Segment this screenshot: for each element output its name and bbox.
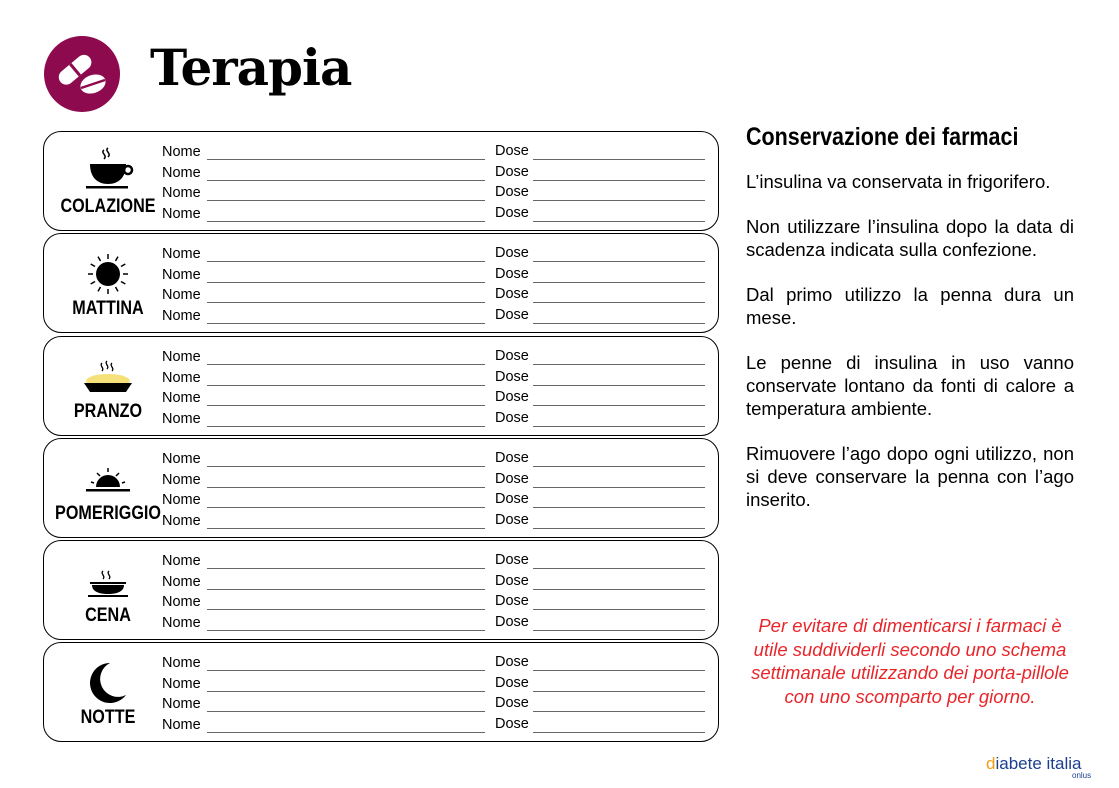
dose-label: Dose bbox=[495, 491, 529, 507]
medication-entry bbox=[162, 655, 707, 675]
dose-label: Dose bbox=[495, 143, 529, 159]
name-label: Nome bbox=[162, 553, 201, 569]
page-title: Terapia bbox=[150, 38, 352, 97]
dose-field[interactable] bbox=[533, 609, 705, 610]
name-field[interactable] bbox=[207, 302, 485, 303]
pasta-dish-icon bbox=[78, 351, 138, 397]
meal-label: CENA bbox=[85, 605, 131, 626]
name-field[interactable] bbox=[207, 466, 485, 467]
name-label: Nome bbox=[162, 716, 201, 733]
dose-label: Dose bbox=[495, 245, 529, 261]
name-field[interactable] bbox=[207, 159, 485, 160]
pills-icon bbox=[44, 36, 120, 112]
dose-field[interactable] bbox=[533, 711, 705, 712]
dose-label: Dose bbox=[495, 204, 529, 221]
meal-row-pomeriggio bbox=[43, 438, 719, 538]
dose-label: Dose bbox=[495, 265, 529, 282]
name-field[interactable] bbox=[207, 568, 485, 569]
medication-entry bbox=[162, 370, 707, 390]
dose-label: Dose bbox=[495, 593, 529, 609]
brand-logo bbox=[986, 754, 1092, 780]
sun-icon bbox=[78, 248, 138, 294]
dose-label: Dose bbox=[495, 389, 529, 405]
meal-row-colazione bbox=[43, 131, 719, 231]
name-label: Nome bbox=[162, 410, 201, 427]
dose-field[interactable] bbox=[533, 200, 705, 201]
dose-field[interactable] bbox=[533, 385, 705, 386]
meal-label: PRANZO bbox=[73, 401, 143, 422]
moon-icon bbox=[78, 657, 138, 703]
name-field[interactable] bbox=[207, 282, 485, 283]
dose-label: Dose bbox=[495, 450, 529, 466]
name-field[interactable] bbox=[207, 609, 485, 610]
brand-name: diabete italia bbox=[986, 754, 1082, 773]
medication-entry bbox=[162, 676, 707, 696]
dose-label: Dose bbox=[495, 348, 529, 364]
name-field[interactable] bbox=[207, 364, 485, 365]
pill-organizer-tip: Per evitare di dimenticarsi i farmaci è utile suddividerli secondo uno schema settimanale utilizzando dei porta-pillole con uno scomparto per giorno. bbox=[751, 615, 1069, 707]
medication-entry bbox=[162, 574, 707, 594]
storage-paragraph: Dal primo utilizzo la penna dura un mese. bbox=[746, 284, 1074, 328]
medication-entry bbox=[162, 206, 707, 226]
dose-field[interactable] bbox=[533, 466, 705, 467]
name-label: Nome bbox=[162, 696, 201, 712]
name-label: Nome bbox=[162, 164, 201, 181]
dose-label: Dose bbox=[495, 409, 529, 426]
meal-row-cena bbox=[43, 540, 719, 640]
name-label: Nome bbox=[162, 471, 201, 488]
dose-field[interactable] bbox=[533, 691, 705, 692]
dose-field[interactable] bbox=[533, 302, 705, 303]
dose-field[interactable] bbox=[533, 364, 705, 365]
name-label: Nome bbox=[162, 675, 201, 692]
dose-label: Dose bbox=[495, 511, 529, 528]
medication-entry bbox=[162, 246, 707, 266]
name-field[interactable] bbox=[207, 426, 485, 427]
name-label: Nome bbox=[162, 205, 201, 222]
medication-entry bbox=[162, 472, 707, 492]
medication-entry bbox=[162, 390, 707, 410]
dose-field[interactable] bbox=[533, 282, 705, 283]
soup-bowl-icon bbox=[78, 555, 138, 601]
medication-entry bbox=[162, 717, 707, 737]
dose-label: Dose bbox=[495, 368, 529, 385]
name-label: Nome bbox=[162, 655, 201, 671]
name-field[interactable] bbox=[207, 507, 485, 508]
name-label: Nome bbox=[162, 349, 201, 365]
medication-entry bbox=[162, 144, 707, 164]
dose-field[interactable] bbox=[533, 630, 705, 631]
name-field[interactable] bbox=[207, 385, 485, 386]
meal-label: COLAZIONE bbox=[60, 196, 156, 217]
medication-entry bbox=[162, 165, 707, 185]
dose-label: Dose bbox=[495, 695, 529, 711]
dose-field[interactable] bbox=[533, 426, 705, 427]
name-field[interactable] bbox=[207, 528, 485, 529]
name-label: Nome bbox=[162, 266, 201, 283]
medication-entry bbox=[162, 594, 707, 614]
name-field[interactable] bbox=[207, 670, 485, 671]
name-label: Nome bbox=[162, 512, 201, 529]
name-field[interactable] bbox=[207, 711, 485, 712]
name-label: Nome bbox=[162, 492, 201, 508]
brand-sub: onlus bbox=[1072, 771, 1092, 780]
name-field[interactable] bbox=[207, 221, 485, 222]
name-field[interactable] bbox=[207, 405, 485, 406]
name-field[interactable] bbox=[207, 691, 485, 692]
medication-entry bbox=[162, 349, 707, 369]
medication-entry bbox=[162, 513, 707, 533]
medication-entry bbox=[162, 451, 707, 471]
dose-label: Dose bbox=[495, 674, 529, 691]
name-field[interactable] bbox=[207, 200, 485, 201]
storage-paragraph: Rimuovere l’ago dopo ogni utilizzo, non si deve conservare la penna con l’ago inserito. bbox=[746, 443, 1074, 510]
medication-entry bbox=[162, 185, 707, 205]
dose-field[interactable] bbox=[533, 405, 705, 406]
dose-label: Dose bbox=[495, 552, 529, 568]
dose-field[interactable] bbox=[533, 221, 705, 222]
meal-row-mattina bbox=[43, 233, 719, 333]
name-label: Nome bbox=[162, 369, 201, 386]
name-field[interactable] bbox=[207, 180, 485, 181]
medication-entry bbox=[162, 287, 707, 307]
dose-label: Dose bbox=[495, 470, 529, 487]
name-field[interactable] bbox=[207, 261, 485, 262]
coffee-cup-icon bbox=[78, 146, 138, 192]
medication-entry bbox=[162, 553, 707, 573]
meal-row-pranzo bbox=[43, 336, 719, 436]
storage-paragraph: Non utilizzare l’insulina dopo la data di scadenza indicata sulla confezione. bbox=[746, 216, 1074, 260]
dose-field[interactable] bbox=[533, 507, 705, 508]
dose-field[interactable] bbox=[533, 487, 705, 488]
dose-label: Dose bbox=[495, 654, 529, 670]
dose-label: Dose bbox=[495, 286, 529, 302]
name-label: Nome bbox=[162, 307, 201, 324]
name-field[interactable] bbox=[207, 732, 485, 733]
dose-field[interactable] bbox=[533, 159, 705, 160]
name-label: Nome bbox=[162, 573, 201, 590]
dose-label: Dose bbox=[495, 613, 529, 630]
name-label: Nome bbox=[162, 185, 201, 201]
storage-paragraph: L’insulina va conservata in frigorifero. bbox=[746, 171, 1051, 192]
storage-paragraph: Le penne di insulina in uso vanno conservate lontano da fonti di calore a temperatura ambiente. bbox=[746, 352, 1074, 419]
name-field[interactable] bbox=[207, 589, 485, 590]
name-field[interactable] bbox=[207, 323, 485, 324]
dose-field[interactable] bbox=[533, 589, 705, 590]
storage-title: Conservazione dei farmaci bbox=[746, 123, 1019, 151]
dose-field[interactable] bbox=[533, 261, 705, 262]
dose-field[interactable] bbox=[533, 180, 705, 181]
medication-entry bbox=[162, 492, 707, 512]
name-field[interactable] bbox=[207, 630, 485, 631]
name-field[interactable] bbox=[207, 487, 485, 488]
name-label: Nome bbox=[162, 390, 201, 406]
medication-entry bbox=[162, 696, 707, 716]
name-label: Nome bbox=[162, 594, 201, 610]
dose-field[interactable] bbox=[533, 732, 705, 733]
medication-entry bbox=[162, 308, 707, 328]
dose-field[interactable] bbox=[533, 568, 705, 569]
meal-row-notte bbox=[43, 642, 719, 742]
name-label: Nome bbox=[162, 246, 201, 262]
dose-field[interactable] bbox=[533, 323, 705, 324]
name-label: Nome bbox=[162, 614, 201, 631]
name-label: Nome bbox=[162, 287, 201, 303]
dose-field[interactable] bbox=[533, 528, 705, 529]
medication-entry bbox=[162, 267, 707, 287]
dose-label: Dose bbox=[495, 715, 529, 732]
meal-label: POMERIGGIO bbox=[55, 503, 161, 524]
dose-label: Dose bbox=[495, 163, 529, 180]
meal-label: MATTINA bbox=[72, 298, 144, 319]
dose-label: Dose bbox=[495, 184, 529, 200]
name-label: Nome bbox=[162, 451, 201, 467]
name-label: Nome bbox=[162, 144, 201, 160]
dose-field[interactable] bbox=[533, 670, 705, 671]
dose-label: Dose bbox=[495, 306, 529, 323]
medication-entry bbox=[162, 411, 707, 431]
medication-entry bbox=[162, 615, 707, 635]
meal-label: NOTTE bbox=[80, 707, 136, 728]
setting-sun-icon bbox=[78, 453, 138, 499]
dose-label: Dose bbox=[495, 572, 529, 589]
storage-info bbox=[746, 123, 1074, 533]
